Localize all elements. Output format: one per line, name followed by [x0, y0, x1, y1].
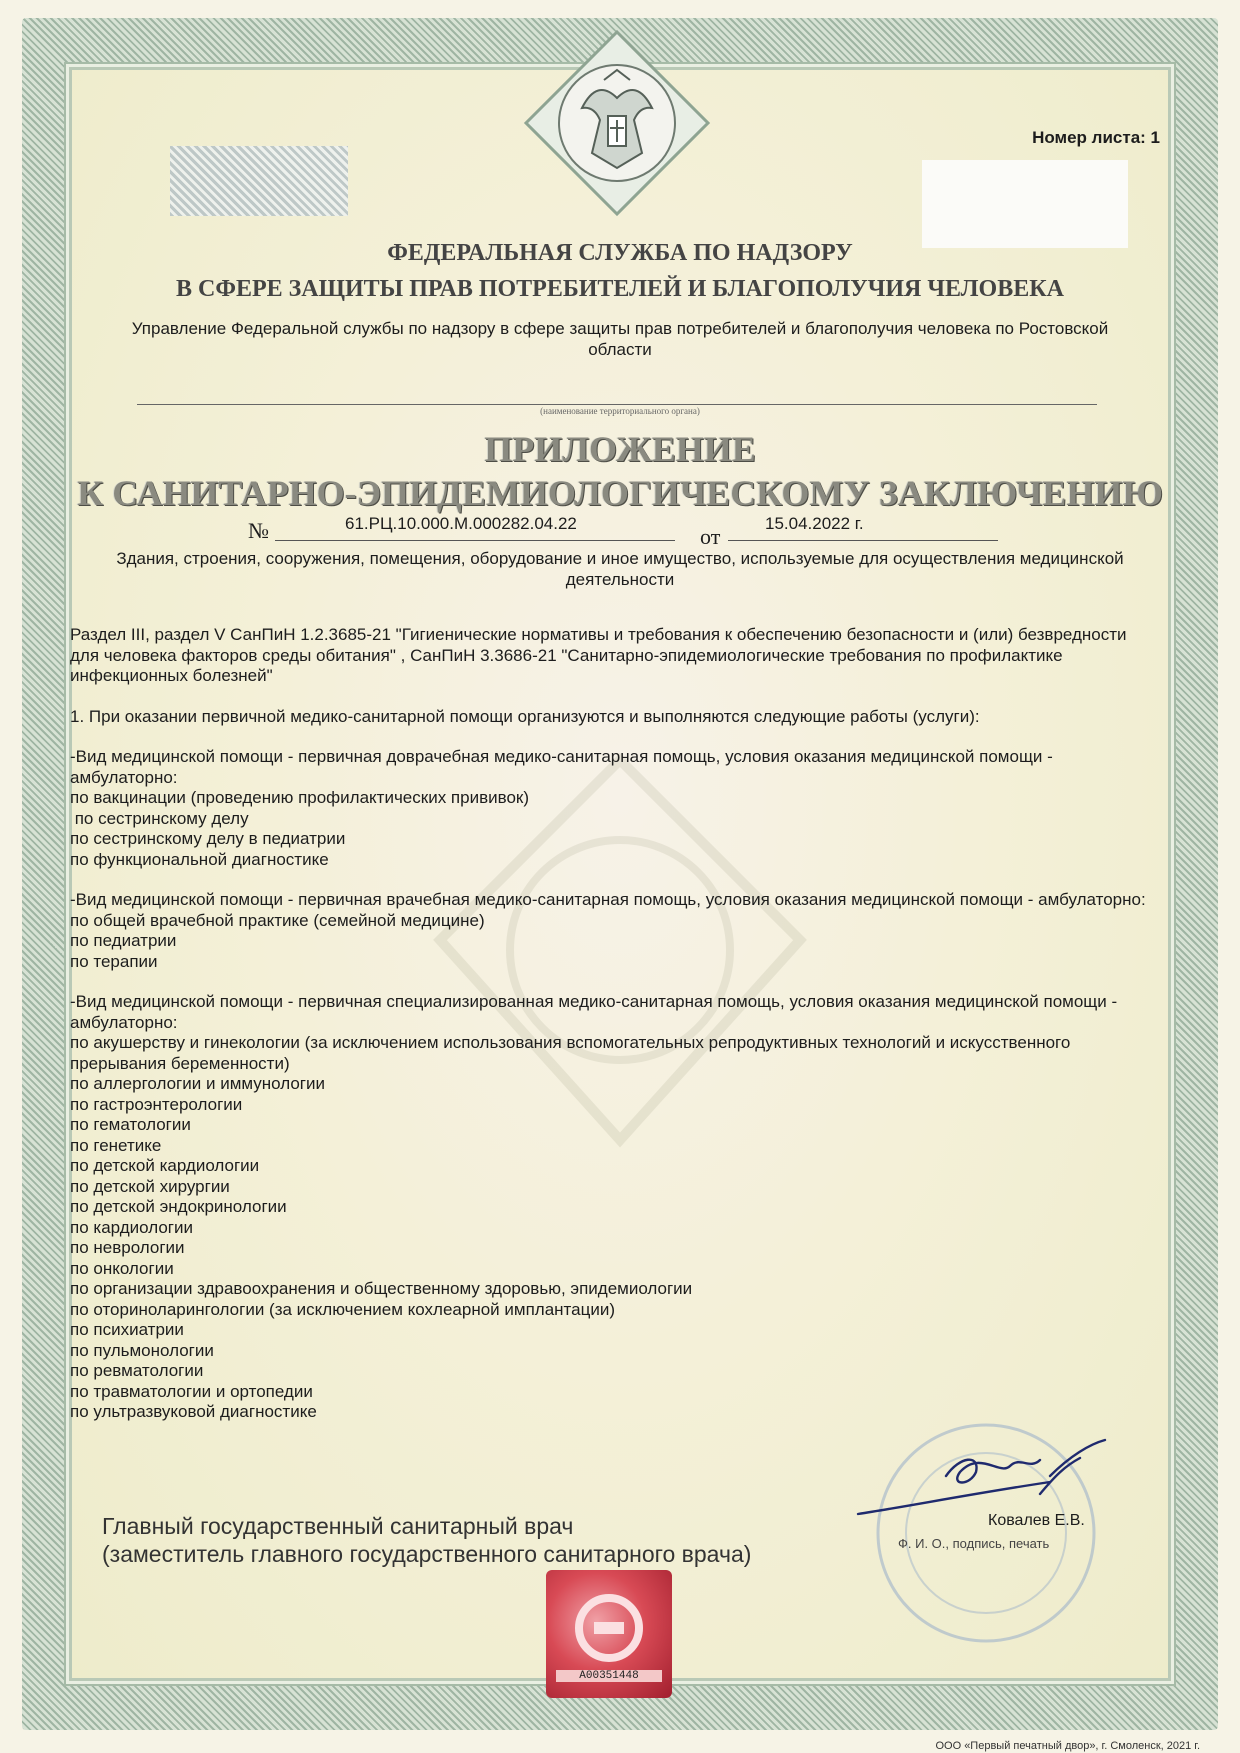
list-item: по гематологии: [70, 1115, 191, 1134]
list-item: по общей врачебной практике (семейной медицине): [70, 910, 485, 930]
sheet-number: Номер листа: 1: [1032, 128, 1160, 147]
list-item: по неврологии: [70, 1238, 185, 1257]
list-item: по аллергологии и иммунологии: [70, 1074, 325, 1093]
list-item: по оториноларингологии (за исключением кохлеарной имплантации): [70, 1299, 615, 1319]
hologram-strip: [170, 146, 348, 216]
list-item: по генетике: [70, 1135, 162, 1155]
department-caption: (наименование территориального органа): [540, 406, 700, 416]
basis-text: Раздел III, раздел V СанПиН 1.2.3685-21 "Гигиенические нормативы и требования к обеспечению безопасности и (или) безвредности для человека факторов среды обитания" , СанПиН 3.3686-21 "Санитарно-эпидемиологические требования по профилактике инфекционных болезней": [70, 625, 1127, 685]
list-item: по детской кардиологии: [70, 1156, 260, 1175]
department-name: Управление Федеральной службы по надзору в сфере защиты прав потребителей и благополучия человека по Ростовской области: [131, 319, 1109, 359]
blank-area: [922, 160, 1128, 248]
list-item: по функциональной диагностике: [70, 849, 329, 869]
list-item: по ревматологии: [70, 1361, 204, 1380]
date-underline: [728, 540, 998, 541]
list-item: по кардиологии: [70, 1217, 193, 1237]
signer-name: Ковалев Е.В.: [988, 1512, 1085, 1529]
list-item: по детской эндокринологии: [70, 1197, 287, 1216]
list-item: по онкологии: [70, 1258, 174, 1278]
list-item: по психиатрии: [70, 1320, 184, 1339]
signer-title: [102, 1512, 751, 1568]
group-heading: -Вид медицинской помощи - первичная врачебная медико-санитарная помощь, условия оказания медицинской помощи - амбулаторно:: [70, 890, 1146, 909]
emblem-icon: [522, 28, 712, 218]
number-sign: №: [248, 518, 269, 543]
list-item: по сестринскому делу: [70, 808, 249, 828]
agency-name-line2: В СФЕРЕ ЗАЩИТЫ ПРАВ ПОТРЕБИТЕЛЕЙ И БЛАГОПОЛУЧИЯ ЧЕЛОВЕКА: [176, 276, 1064, 302]
printer-imprint: ООО «Первый печатный двор», г. Смоленск, 2021 г.: [935, 1740, 1200, 1752]
signer-title-line1: Главный государственный санитарный врач: [102, 1513, 574, 1539]
list-item: по пульмонологии: [70, 1340, 214, 1360]
item-1-text: 1. При оказании первичной медико-санитарной помощи организуются и выполняются следующие работы (услуги):: [70, 706, 980, 726]
from-label: от: [700, 524, 721, 549]
list-item: по акушерству и гинекологии (за исключением использования вспомогательных репродуктивных технологий и искусственного прерывания беременности): [70, 1033, 1071, 1073]
list-item: по травматологии и ортопедии: [70, 1381, 313, 1401]
list-item: по детской хирургии: [70, 1176, 230, 1196]
signature-caption: Ф. И. О., подпись, печать: [898, 1536, 1050, 1551]
list-item: по сестринскому делу в педиатрии: [70, 829, 346, 848]
document-title-line2: К САНИТАРНО-ЭПИДЕМИОЛОГИЧЕСКОМУ ЗАКЛЮЧЕНИЮ: [77, 473, 1163, 513]
objects-description: Здания, строения, сооружения, помещения, оборудование и иное имущество, используемые для осуществления медицинской деятельности: [116, 549, 1124, 589]
list-item: по терапии: [70, 951, 158, 971]
list-item: по педиатрии: [70, 931, 177, 950]
agency-name-line1: ФЕДЕРАЛЬНАЯ СЛУЖБА ПО НАДЗОРУ: [387, 240, 853, 266]
list-item: по ультразвуковой диагностике: [70, 1402, 317, 1421]
conclusion-number: 61.РЦ.10.000.М.000282.04.22: [345, 514, 577, 533]
list-item: по гастроэнтерологии: [70, 1094, 243, 1114]
document-title-line1: ПРИЛОЖЕНИЕ: [484, 429, 756, 469]
group-heading: -Вид медицинской помощи - первичная доврачебная медико-санитарная помощь, условия оказания медицинской помощи - амбулаторно:: [70, 747, 1053, 787]
hologram-code: А00351448: [556, 1670, 662, 1682]
group-heading: -Вид медицинской помощи - первичная специализированная медико-санитарная помощь, условия оказания медицинской помощи - амбулаторно:: [70, 992, 1118, 1032]
list-item: по вакцинации (проведению профилактических прививок): [70, 788, 529, 807]
divider-line: [137, 404, 1097, 405]
document-body: [70, 625, 1150, 1423]
list-item: по организации здравоохранения и общественному здоровью, эпидемиологии: [70, 1279, 693, 1298]
conclusion-date: 15.04.2022 г.: [765, 514, 864, 533]
signer-title-line2: (заместитель главного государственного санитарного врача): [102, 1541, 752, 1567]
number-underline: [275, 540, 675, 541]
